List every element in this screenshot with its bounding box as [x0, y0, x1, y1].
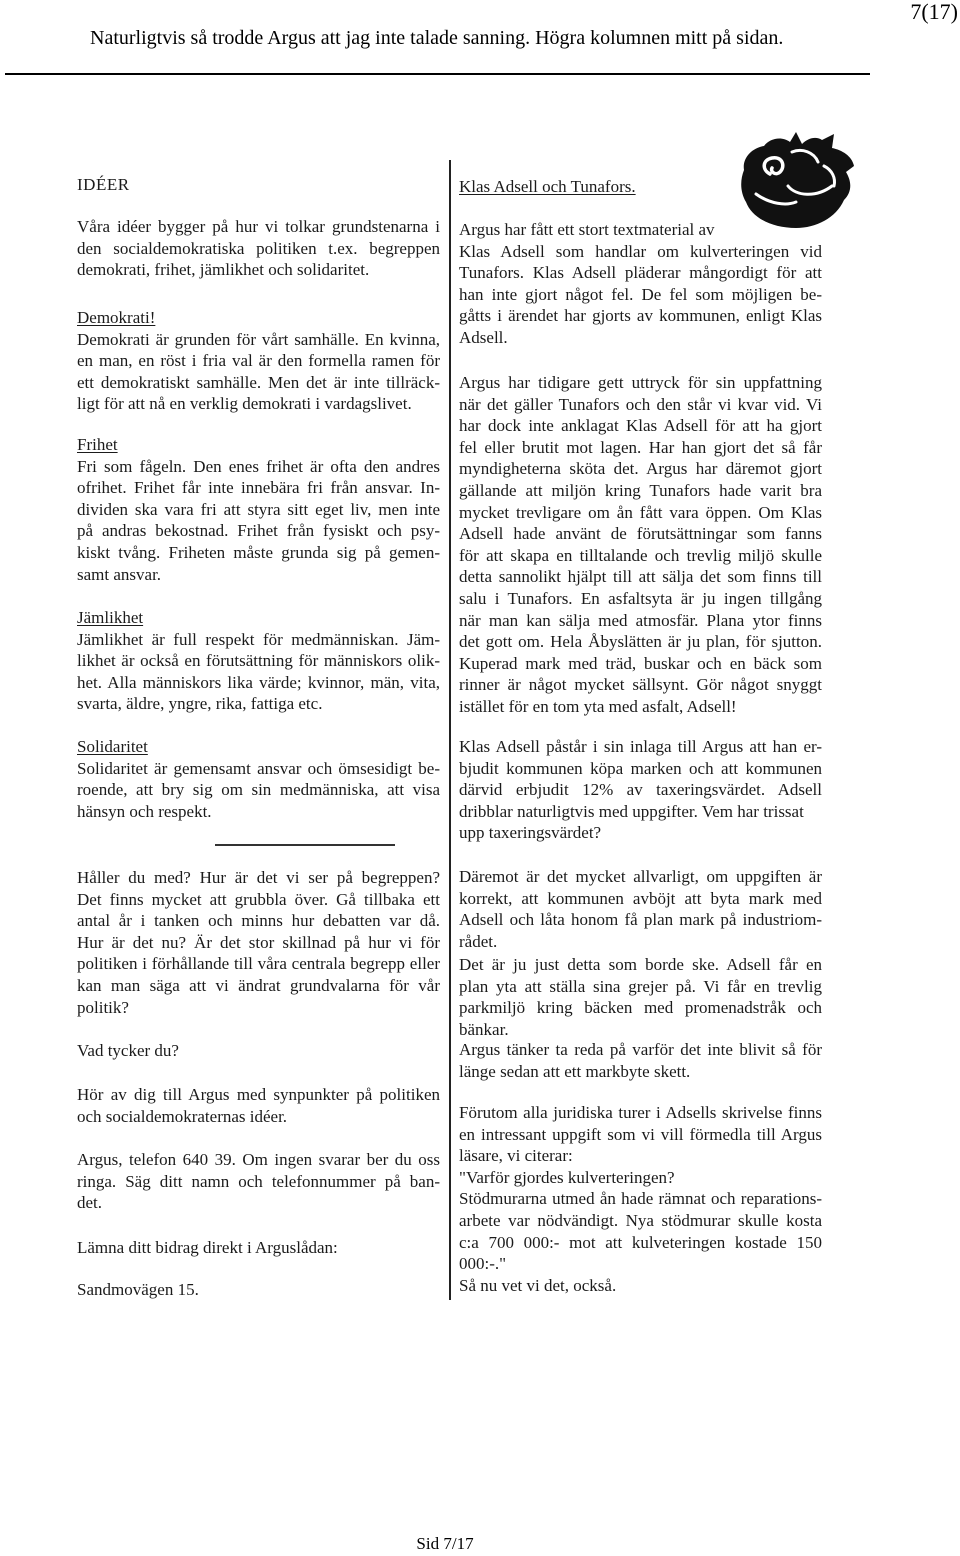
call-to-action-prompt — [77, 1040, 440, 1062]
article-heading: Klas Adsell och Tunafors. — [459, 177, 636, 196]
section-title: IDÉER — [77, 175, 130, 194]
text-line: läsare, vi citerar: — [459, 1146, 573, 1166]
text-line: Lämna ditt bidrag direkt i Arguslådan: — [77, 1238, 338, 1257]
text-line: antal år i tanken och minns hur debatten var då. — [77, 911, 440, 931]
text-line: Solidaritet är gemensamt ansvar och ömsesidigt be- — [77, 758, 440, 778]
text-line: ringa. Säg ditt namn och telefonnummer på ban- — [77, 1171, 440, 1191]
page-caption: Naturligtvis så trodde Argus att jag inte talade sanning. Högra kolumnen mitt på sidan. — [90, 27, 784, 49]
text-line: kiskt tvång. Friheten måste grunda sig på gemen- — [77, 542, 440, 562]
text-line: och socialdemokraternas idéer. — [77, 1106, 288, 1126]
text-line: Argus, telefon 640 39. Om ingen svarar ber du oss — [77, 1150, 440, 1169]
text-line: bjudit kommunen köpa marken och att kommunen — [459, 758, 822, 778]
text-line: Hör av dig till Argus med synpunkter på politiken — [77, 1085, 440, 1104]
discussion-paragraph — [77, 867, 440, 1018]
quote-line: c:a 700 000:- mot att kulveteringen kostade 150 — [459, 1232, 822, 1252]
text-line: bänkar. — [459, 1019, 509, 1039]
text-line: mycket trevligare om ån fått vara öppen. Om Klas — [459, 502, 822, 522]
text-line: för att skapa en tilltalande och trevlig miljö skulle — [459, 545, 822, 565]
text-line: Sandmovägen 15. — [77, 1280, 199, 1299]
text-line: het. Alla människors lika värde; kvinnor, män, vita, — [77, 672, 440, 692]
drop-off-line — [77, 1237, 440, 1259]
text-line: Förutom alla juridiska turer i Adsells skrivelse finns — [459, 1103, 822, 1122]
phone-paragraph — [77, 1149, 440, 1214]
address-line — [77, 1279, 440, 1301]
column-divider — [449, 160, 451, 1300]
text-line: Vad tycker du? — [77, 1041, 179, 1060]
text-line: på andras bekostnad. Frihet från fysiskt och psy- — [77, 521, 440, 541]
text-line: roende, att bry sig om sin medmänniska, att visa — [77, 780, 440, 800]
text-line: rinner är något mycket sällsynt. Gör något snyggt — [459, 675, 822, 695]
demokrati-section — [77, 307, 440, 415]
section-divider — [215, 844, 395, 846]
text-line: Så nu vet vi det, också. — [459, 1275, 617, 1295]
text-line: Adsell hade använt de förutsättningar som fanns — [459, 524, 822, 544]
text-line: Adsell och låta honom få plan mark på industriom- — [459, 910, 822, 930]
text-line: han inte gjort något fel. De fel som möjligen be- — [459, 284, 822, 304]
text-line: därvid erbjudit 12% av taxeringsvärdet. Adsell — [459, 780, 822, 800]
ideer-intro-paragraph — [77, 216, 440, 281]
text-line: plan yta att ställa sina grejer på. Vi får en trevlig — [459, 976, 822, 996]
text-line: en man, en röst i fria val är den formella ramen för — [77, 351, 440, 371]
article-paragraph-7 — [459, 1102, 822, 1296]
text-line: korrekt, att kommunen avböjt att byta mark med — [459, 888, 822, 908]
text-line: Hur är det nu? Är det stor skillnad på hur vi för — [77, 932, 440, 952]
text-line: Tunafors. Klas Adsell pläderar mångordigt för att — [459, 263, 822, 283]
solidaritet-section — [77, 736, 440, 822]
text-line: Håller du med? Hur är det vi ser på begreppen? — [77, 868, 440, 887]
text-line: rådet. — [459, 931, 498, 951]
page-number: 7(17) — [910, 0, 958, 24]
quote-line: "Varför gjordes kulverteringen? — [459, 1167, 675, 1187]
text-line: salu i Tunafors. En asfaltsyta är ju ingen tillgång — [459, 588, 822, 608]
text-line: när man kan sälja med atmosfär. Plana ytor finns — [459, 610, 822, 630]
text-line: gåtts i ärendet har gjorts av kommunen, enligt Klas — [459, 306, 822, 326]
article-paragraph-1 — [459, 219, 822, 349]
text-line: Argus har tidigare gett uttryck för sin uppfattning — [459, 373, 822, 392]
text-line: när det gäller Tunafors och den står vi kvar vid. Vi — [459, 394, 822, 414]
page-footer: Sid 7/17 — [416, 1534, 474, 1553]
article-heading-block — [459, 176, 822, 198]
text-line: Demokrati är grunden för vårt samhälle. En kvinna, — [77, 329, 440, 349]
text-line: likhet är också en förutsättning för människors olik- — [77, 651, 440, 671]
text-line: ligt för att nå en verklig demokrati i vardagslivet. — [77, 394, 412, 414]
solidaritet-heading: Solidaritet — [77, 737, 148, 756]
text-line: dribblar naturligtvis med uppgifter. Vem har trissat — [459, 801, 804, 821]
article-paragraph-6 — [459, 1039, 822, 1082]
text-line: Argus tänker ta reda på varför det inte blivit så för — [459, 1040, 822, 1059]
text-line: länge sedan att ett markbyte skett. — [459, 1061, 691, 1081]
article-paragraph-4 — [459, 866, 822, 952]
text-line: Klas Adsell påstår i sin inlaga till Argus att han er- — [459, 737, 822, 756]
text-line: Våra idéer bygger på hur vi tolkar grundstenarna i — [77, 217, 440, 236]
text-line: ett demokratiskt samhälle. Men det är inte tillräck- — [77, 372, 440, 392]
text-line: Däremot är det mycket allvarligt, om uppgiften är — [459, 867, 822, 886]
text-line: det. — [77, 1193, 103, 1213]
text-line: hänsyn och respekt. — [77, 801, 212, 821]
text-line: detta sannolikt hjälpt till att sälja det som finns till — [459, 567, 822, 587]
frihet-heading: Frihet — [77, 435, 118, 454]
text-line: kan man säga att vi ändrat grundvalarna för vår — [77, 975, 440, 995]
text-line: Argus har fått ett stort textmaterial av — [459, 220, 715, 239]
article-paragraph-2 — [459, 372, 822, 718]
text-line: demokrati, frihet, jämlikhet och solidaritet. — [77, 260, 370, 280]
contact-paragraph — [77, 1084, 440, 1127]
text-line: Kuperad mark med träd, buskar och en bäck som — [459, 653, 822, 673]
quote-line: 000:-." — [459, 1254, 507, 1274]
text-line: Jämlikhet är full respekt för medmänniskan. Jäm- — [77, 629, 440, 649]
article-paragraph-5 — [459, 954, 822, 1040]
text-line: Det finns mycket att grubbla över. Gå tillbaka ett — [77, 889, 440, 909]
text-line: har dock inte anklagat Klas Adsell för att ha gjort — [459, 416, 822, 436]
jamlikhet-section — [77, 607, 440, 715]
text-line: Klas Adsell som handlar om kulverteringen vid — [459, 241, 822, 261]
ideer-section-title — [77, 174, 440, 196]
frihet-section — [77, 434, 440, 585]
text-line: fel eller brutit mot lagen. Har han gjort det så får — [459, 437, 822, 457]
text-line: myndigheterna sköta det. Argus har däremot gjort — [459, 459, 822, 479]
article-paragraph-3 — [459, 736, 822, 844]
text-line: gällande att miljön kring Tunafors hade varit bra — [459, 480, 822, 500]
text-line: det gott om. Hela Åbyslätten är ju plan, för sjutton. — [459, 632, 822, 652]
text-line: ofrihet. Frihet får inte innebära fri från ansvar. In- — [77, 478, 440, 498]
text-line: politik? — [77, 997, 129, 1017]
text-line: dividen ska vara fri att styra sitt eget liv, men inte — [77, 499, 440, 519]
text-line: svarta, äldre, yngre, rika, fattiga etc. — [77, 694, 323, 714]
jamlikhet-heading: Jämlikhet — [77, 608, 144, 627]
text-line: upp taxeringsvärdet? — [459, 823, 602, 843]
text-line: den socialdemokratiska politiken t.ex. begreppen — [77, 238, 440, 258]
text-line: istället för en tom yta med asfalt, Adsell! — [459, 696, 737, 716]
text-line: Fri som fågeln. Den enes frihet är ofta den andres — [77, 456, 440, 476]
quote-line: arbete var nödvändigt. Nya stödmurar skulle kosta — [459, 1210, 822, 1230]
text-line: samt ansvar. — [77, 564, 162, 584]
text-line: en intressant uppgift som vi vill förmedla till Argus — [459, 1124, 822, 1144]
text-line: politiken i förhållande till våra centrala begrepp eller — [77, 954, 440, 974]
text-line: Det är ju just detta som borde ske. Adsell får en — [459, 955, 822, 974]
demokrati-heading: Demokrati! — [77, 308, 156, 327]
header-divider — [5, 73, 870, 75]
text-line: Adsell. — [459, 327, 508, 347]
quote-line: Stödmurarna utmed ån hade rämnat och reparations- — [459, 1189, 822, 1209]
text-line: parkmiljö kring bäcken med promenadstråk och — [459, 998, 822, 1018]
